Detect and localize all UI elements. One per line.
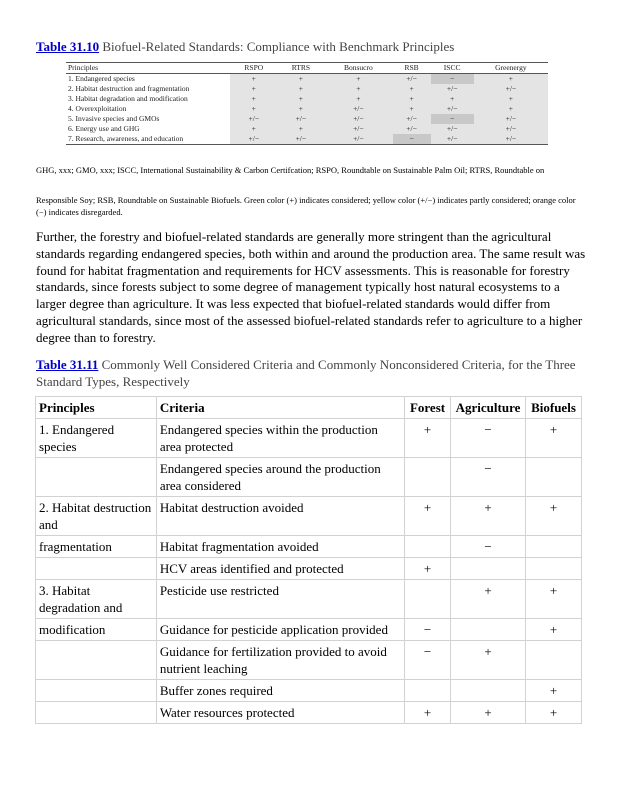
- principle-cell: [36, 641, 157, 680]
- principle-cell: 1. Endangered species: [68, 74, 135, 83]
- table-row: [66, 124, 548, 134]
- agriculture-cell: +: [451, 641, 526, 680]
- criteria-cell: Endangered species within the production area protected: [156, 419, 404, 458]
- compliance-cell: +/−: [431, 134, 474, 145]
- table-row: [66, 94, 548, 104]
- principle-cell: 1. Endangered species: [36, 419, 157, 458]
- compliance-cell: −: [431, 114, 474, 124]
- principle-cell: [36, 702, 157, 724]
- compliance-cell: +/−: [474, 84, 548, 94]
- principle-cell: [36, 680, 157, 702]
- principle-cell: 3. Habitat degradation and modification: [68, 94, 188, 103]
- table-31-11-title: Commonly Well Considered Criteria and Commonly Nonconsidered Criteria, for the Three Standard Types, Respectively: [36, 357, 576, 389]
- table-row: [36, 558, 582, 580]
- criteria-cell: HCV areas identified and protected: [156, 558, 404, 580]
- criteria-table: [35, 396, 582, 724]
- agriculture-cell: −: [451, 536, 526, 558]
- compliance-cell: +/−: [431, 84, 474, 94]
- table-row: [66, 74, 548, 85]
- compliance-cell: +: [230, 124, 278, 134]
- table-header-row: [36, 397, 582, 419]
- table-31-10-title: Biofuel-Related Standards: Compliance with Benchmark Principles: [102, 39, 455, 54]
- principle-cell: 2. Habitat destruction and fragmentation: [68, 84, 190, 93]
- principle-cell: 7. Research, awareness, and education: [66, 134, 230, 145]
- column-header: RTRS: [278, 63, 325, 74]
- compliance-cell: +: [324, 74, 392, 85]
- table-row: [66, 104, 548, 114]
- criteria-cell: Buffer zones required: [156, 680, 404, 702]
- compliance-cell: +: [474, 94, 548, 104]
- column-header: RSB: [393, 63, 431, 74]
- forest-cell: [405, 580, 451, 619]
- principle-cell: [36, 458, 157, 497]
- column-header: ISCC: [431, 63, 474, 74]
- column-header: Forest: [405, 397, 451, 419]
- compliance-cell: +/−: [474, 114, 548, 124]
- compliance-cell: +/−: [393, 124, 431, 134]
- compliance-cell: +: [230, 84, 278, 94]
- criteria-cell: Pesticide use restricted: [156, 580, 404, 619]
- biofuels-cell: +: [526, 619, 582, 641]
- compliance-cell: +: [393, 104, 431, 114]
- table-footnote-legend: Responsible Soy; RSB, Roundtable on Sustainable Biofuels. Green color (+) indicates considered; yellow color (+/−) indicates partly considered; orange color (−) indicates disregarded.: [36, 195, 576, 217]
- compliance-cell: +/−: [324, 104, 392, 114]
- principle-cell: 5. Invasive species and GMOs: [68, 114, 160, 123]
- column-header: RSPO: [230, 63, 278, 74]
- column-header: Agriculture: [451, 397, 526, 419]
- compliance-cell: +: [324, 84, 392, 94]
- forest-cell: +: [405, 419, 451, 458]
- biofuels-cell: +: [526, 702, 582, 724]
- compliance-cell: +/−: [474, 124, 548, 134]
- agriculture-cell: [451, 558, 526, 580]
- compliance-cell: +: [278, 104, 325, 114]
- compliance-cell: +/−: [324, 114, 392, 124]
- compliance-cell: +/−: [474, 134, 548, 145]
- compliance-cell: −: [393, 134, 431, 145]
- table-header-row: [66, 63, 548, 74]
- table-row: [36, 458, 582, 497]
- compliance-cell: +: [474, 104, 548, 114]
- criteria-cell: Guidance for pesticide application provided: [156, 619, 404, 641]
- column-header: Biofuels: [526, 397, 582, 419]
- biofuels-cell: [526, 558, 582, 580]
- column-header: Principles: [36, 397, 157, 419]
- compliance-cell: +/−: [431, 124, 474, 134]
- table-row: [36, 497, 582, 536]
- forest-cell: +: [405, 702, 451, 724]
- column-header: Criteria: [156, 397, 404, 419]
- column-header: Bonsucro: [324, 63, 392, 74]
- forest-cell: [405, 536, 451, 558]
- compliance-cell: +: [230, 104, 278, 114]
- biofuels-cell: +: [526, 680, 582, 702]
- principle-cell: 2. Habitat destruction and: [36, 497, 157, 536]
- table-row: [36, 580, 582, 619]
- table-row: [36, 619, 582, 641]
- compliance-cell: +/−: [278, 134, 325, 145]
- table-31-10-link[interactable]: Table 31.10: [36, 39, 100, 54]
- table-31-11-link[interactable]: Table 31.11: [36, 357, 99, 372]
- agriculture-cell: +: [451, 702, 526, 724]
- compliance-cell: +: [230, 74, 278, 85]
- forest-cell: [405, 680, 451, 702]
- table-row: [66, 84, 548, 94]
- forest-cell: +: [405, 558, 451, 580]
- benchmark-compliance-table: [66, 62, 548, 145]
- table-row: [36, 702, 582, 724]
- biofuels-cell: [526, 458, 582, 497]
- agriculture-cell: +: [451, 497, 526, 536]
- principle-cell: fragmentation: [36, 536, 157, 558]
- criteria-cell: Guidance for fertilization provided to avoid nutrient leaching: [156, 641, 404, 680]
- agriculture-cell: +: [451, 580, 526, 619]
- table-footnote-abbreviations: GHG, xxx; GMO, xxx; ISCC, International Sustainability & Carbon Certifcation; RSPO, Roundtable on Sustainable Palm Oil; RTRS, Roundtable on: [36, 165, 545, 175]
- compliance-cell: +: [474, 74, 548, 85]
- column-header: Principles: [66, 63, 230, 74]
- criteria-cell: Endangered species around the production area considered: [156, 458, 404, 497]
- compliance-cell: +: [230, 94, 278, 104]
- table-row: [36, 680, 582, 702]
- principle-cell: 3. Habitat degradation and: [36, 580, 157, 619]
- criteria-cell: Habitat fragmentation avoided: [156, 536, 404, 558]
- biofuels-cell: [526, 536, 582, 558]
- column-header: Greenergy: [474, 63, 548, 74]
- compliance-cell: +: [278, 94, 325, 104]
- agriculture-cell: [451, 680, 526, 702]
- principle-cell: modification: [36, 619, 157, 641]
- table-31-11-caption: [36, 356, 586, 390]
- principle-cell: [36, 558, 157, 580]
- compliance-cell: +/−: [230, 134, 278, 145]
- compliance-cell: +: [393, 94, 431, 104]
- compliance-cell: +/−: [393, 74, 431, 85]
- compliance-cell: +/−: [324, 124, 392, 134]
- compliance-cell: −: [431, 74, 474, 85]
- principle-cell: 6. Energy use and GHG: [68, 124, 140, 133]
- compliance-cell: +: [278, 84, 325, 94]
- forest-cell: −: [405, 641, 451, 680]
- compliance-cell: +/−: [278, 114, 325, 124]
- table-row: [66, 134, 548, 145]
- forest-cell: −: [405, 619, 451, 641]
- table-row: [36, 641, 582, 680]
- table-row: [66, 114, 548, 124]
- forest-cell: +: [405, 497, 451, 536]
- compliance-cell: +/−: [324, 134, 392, 145]
- table-row: [36, 419, 582, 458]
- compliance-cell: +/−: [393, 114, 431, 124]
- biofuels-cell: +: [526, 419, 582, 458]
- table-row: [36, 536, 582, 558]
- body-paragraph: Further, the forestry and biofuel-related standards are generally more stringent than the agricultural standards regarding endangered species, both within and around the production area. The same result was found for habitat fragmentation and requirements for HCV assessments. This is reasonable for forestry standards, since forests subject to some degree of management typically host natural ecosystems to a larger degree than agriculture. It was less expected that biofuel-related standards would differ from agricultural standards, since most of the assessed biofuel-related standards refer to agriculture to a higher degree than to forestry.: [36, 229, 586, 345]
- agriculture-cell: −: [451, 419, 526, 458]
- biofuels-cell: [526, 641, 582, 680]
- compliance-cell: +/−: [230, 114, 278, 124]
- biofuels-cell: +: [526, 580, 582, 619]
- principle-cell: 4. Overexploitation: [68, 104, 127, 113]
- compliance-cell: +: [278, 124, 325, 134]
- compliance-cell: +/−: [431, 104, 474, 114]
- compliance-cell: +: [278, 74, 325, 85]
- biofuels-cell: +: [526, 497, 582, 536]
- agriculture-cell: [451, 619, 526, 641]
- table-31-10-caption: [36, 38, 596, 55]
- compliance-cell: +: [393, 84, 431, 94]
- compliance-cell: +: [431, 94, 474, 104]
- criteria-cell: Habitat destruction avoided: [156, 497, 404, 536]
- compliance-cell: +: [324, 94, 392, 104]
- criteria-cell: Water resources protected: [156, 702, 404, 724]
- agriculture-cell: −: [451, 458, 526, 497]
- forest-cell: [405, 458, 451, 497]
